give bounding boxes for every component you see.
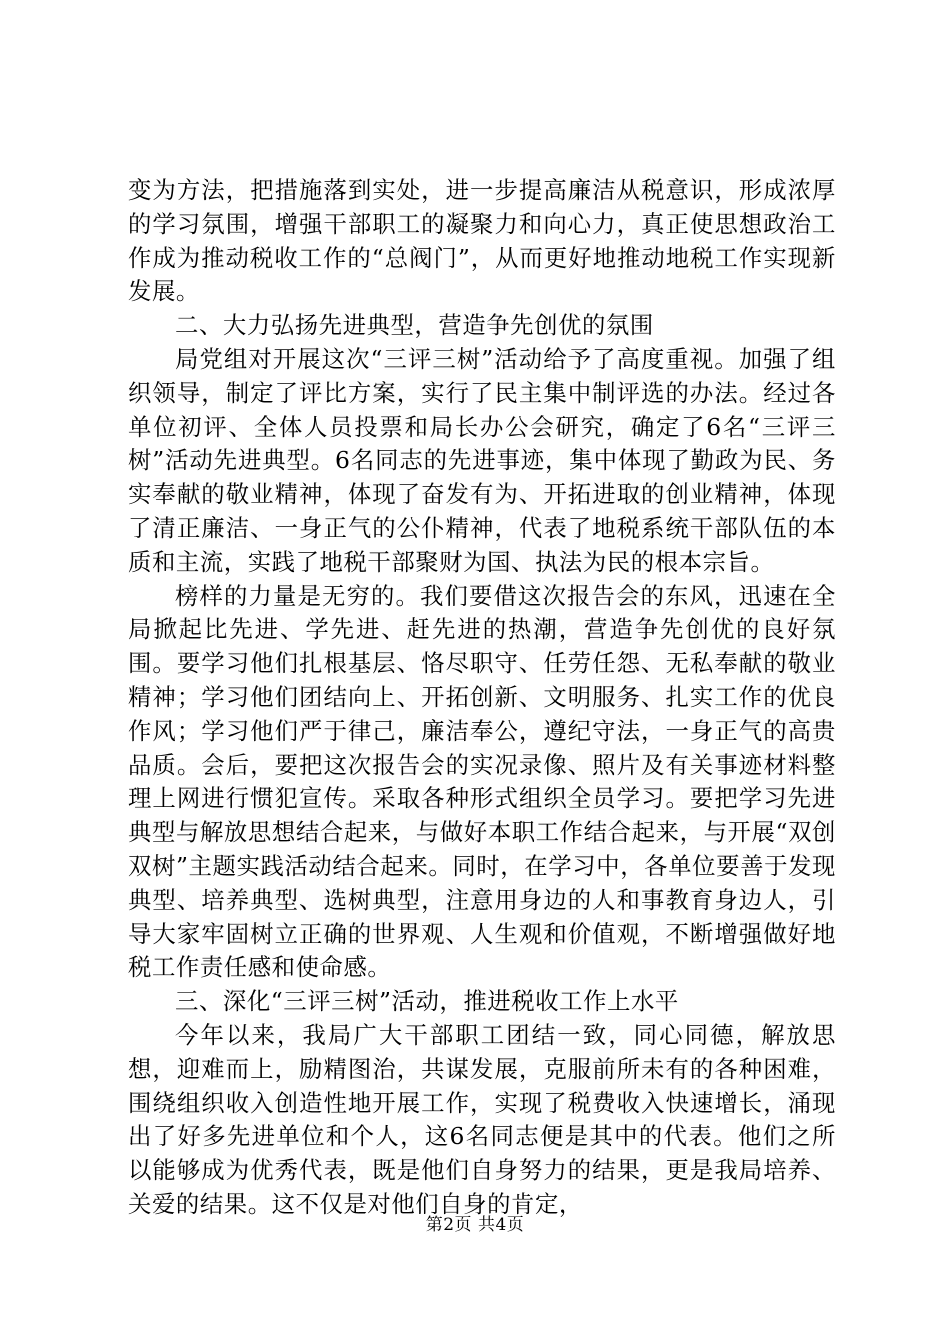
document-body	[128, 174, 836, 1222]
paragraph-continuation: 变为方法，把措施落到实处，进一步提高廉洁从税意识，形成浓厚的学习氛围，增强干部职工的凝聚力和向心力，真正使思想政治工作成为推动税收工作的“总阀门”，从而更好地推动地税工作实现新发展。	[128, 176, 836, 306]
paragraph-party-group: 局党组对开展这次“三评三树”活动给予了高度重视。加强了组织领导，制定了评比方案，实行了民主集中制评选的办法。经过各单位初评、全体人员投票和局长办公会研究，确定了6名“三评三树”活动先进典型。6名同志的先进事迹，集中体现了勤政为民、务实奉献的敬业精神，体现了奋发有为、开拓进取的创业精神，体现了清正廉洁、一身正气的公仆精神，代表了地税系统干部队伍的本质和主流，实践了地税干部聚财为国、执法为民的根本宗旨。	[128, 344, 836, 576]
paragraph-role-models: 榜样的力量是无穷的。我们要借这次报告会的东风，迅速在全局掀起比先进、学先进、赶先进的热潮，营造争先创优的良好氛围。要学习他们扎根基层、恪尽职守、任劳任怨、无私奉献的敬业精神；学习他们团结向上、开拓创新、文明服务、扎实工作的优良作风；学习他们严于律己，廉洁奉公，遵纪守法，一身正气的高贵品质。会后，要把这次报告会的实况录像、照片及有关事迹材料整理上网进行惯犯宣传。采取各种形式组织全员学习。要把学习先进典型与解放思想结合起来，与做好本职工作结合起来，与开展“双创双树”主题实践活动结合起来。同时，在学习中，各单位要善于发现典型、培养典型、选树典型，注意用身边的人和事教育身边人，引导大家牢固树立正确的世界观、人生观和价值观，不断增强做好地税工作责任感和使命感。	[128, 581, 836, 982]
section-heading-2: 二、大力弘扬先进典型，营造争先创优的氛围	[175, 311, 654, 340]
paragraph-this-year: 今年以来，我局广大干部职工团结一致，同心同德，解放思想，迎难而上，励精图治，共谋发展，克服前所未有的各种困难，围绕组织收入创造性地开展工作，实现了税费收入快速增长，涌现出了好多先进单位和个人，这6名同志便是其中的代表。他们之所以能够成为优秀代表，既是他们自身努力的结果，更是我局培养、关爱的结果。这不仅是对他们自身的肯定，	[128, 1020, 836, 1218]
page-number-footer: 第2页 共4页	[425, 1215, 525, 1235]
section-heading-3: 三、深化“三评三树”活动，推进税收工作上水平	[175, 987, 679, 1016]
